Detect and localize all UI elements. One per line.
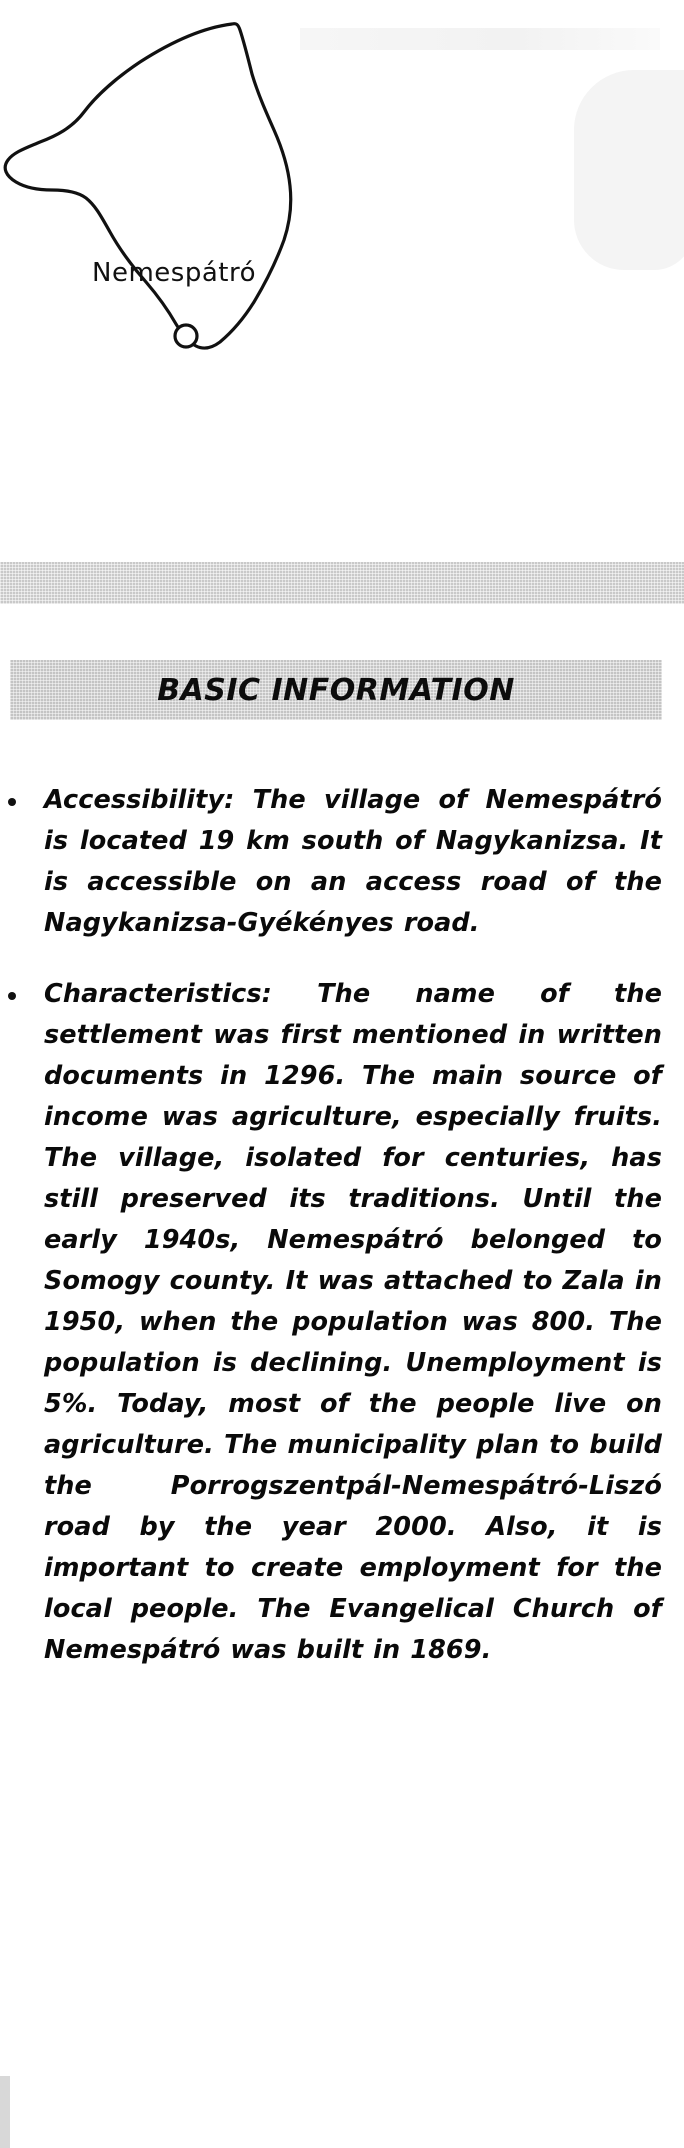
map-village-label: Nemespátró (92, 258, 256, 288)
basic-information-section (0, 604, 684, 2074)
map-region (0, 0, 684, 560)
section-divider-band (0, 562, 684, 604)
bullet-dot-icon (8, 798, 16, 806)
section-header-title: BASIC INFORMATION (157, 672, 515, 708)
list-item-text: Accessibility: The village of Nemespátró is located 19 km south of Nagykanizsa. It is accessible on an access road of the Nagykanizsa-Gyékényes road. (44, 784, 662, 938)
page-footer-area (0, 2076, 684, 2148)
information-list (0, 754, 684, 1701)
settlement-marker-icon (175, 325, 197, 347)
bullet-dot-icon (8, 992, 16, 1000)
list-item-text: Characteristics: The name of the settlement was first mentioned in written documents in 1296. The main source of income was agriculture, especially fruits. The village, isolated for centuries, has still preserved its traditions. Until the early 1940s, Nemespátró belonged to Somogy county. It was attached to Zala in 1950, when the population was 800. The population is declining. Unemployment is 5%. Today, most of the people live on agriculture. The municipality plan to build the Porrogszentpál-Nemespátró-Liszó road by the year 2000. Also, it is important to create employment for the local people. The Evangelical Church of Nemespátró was built in 1869. (44, 978, 662, 1665)
list-item (0, 780, 684, 944)
page-edge-mark (0, 2076, 10, 2148)
list-item (0, 974, 684, 1671)
section-header (10, 660, 662, 720)
